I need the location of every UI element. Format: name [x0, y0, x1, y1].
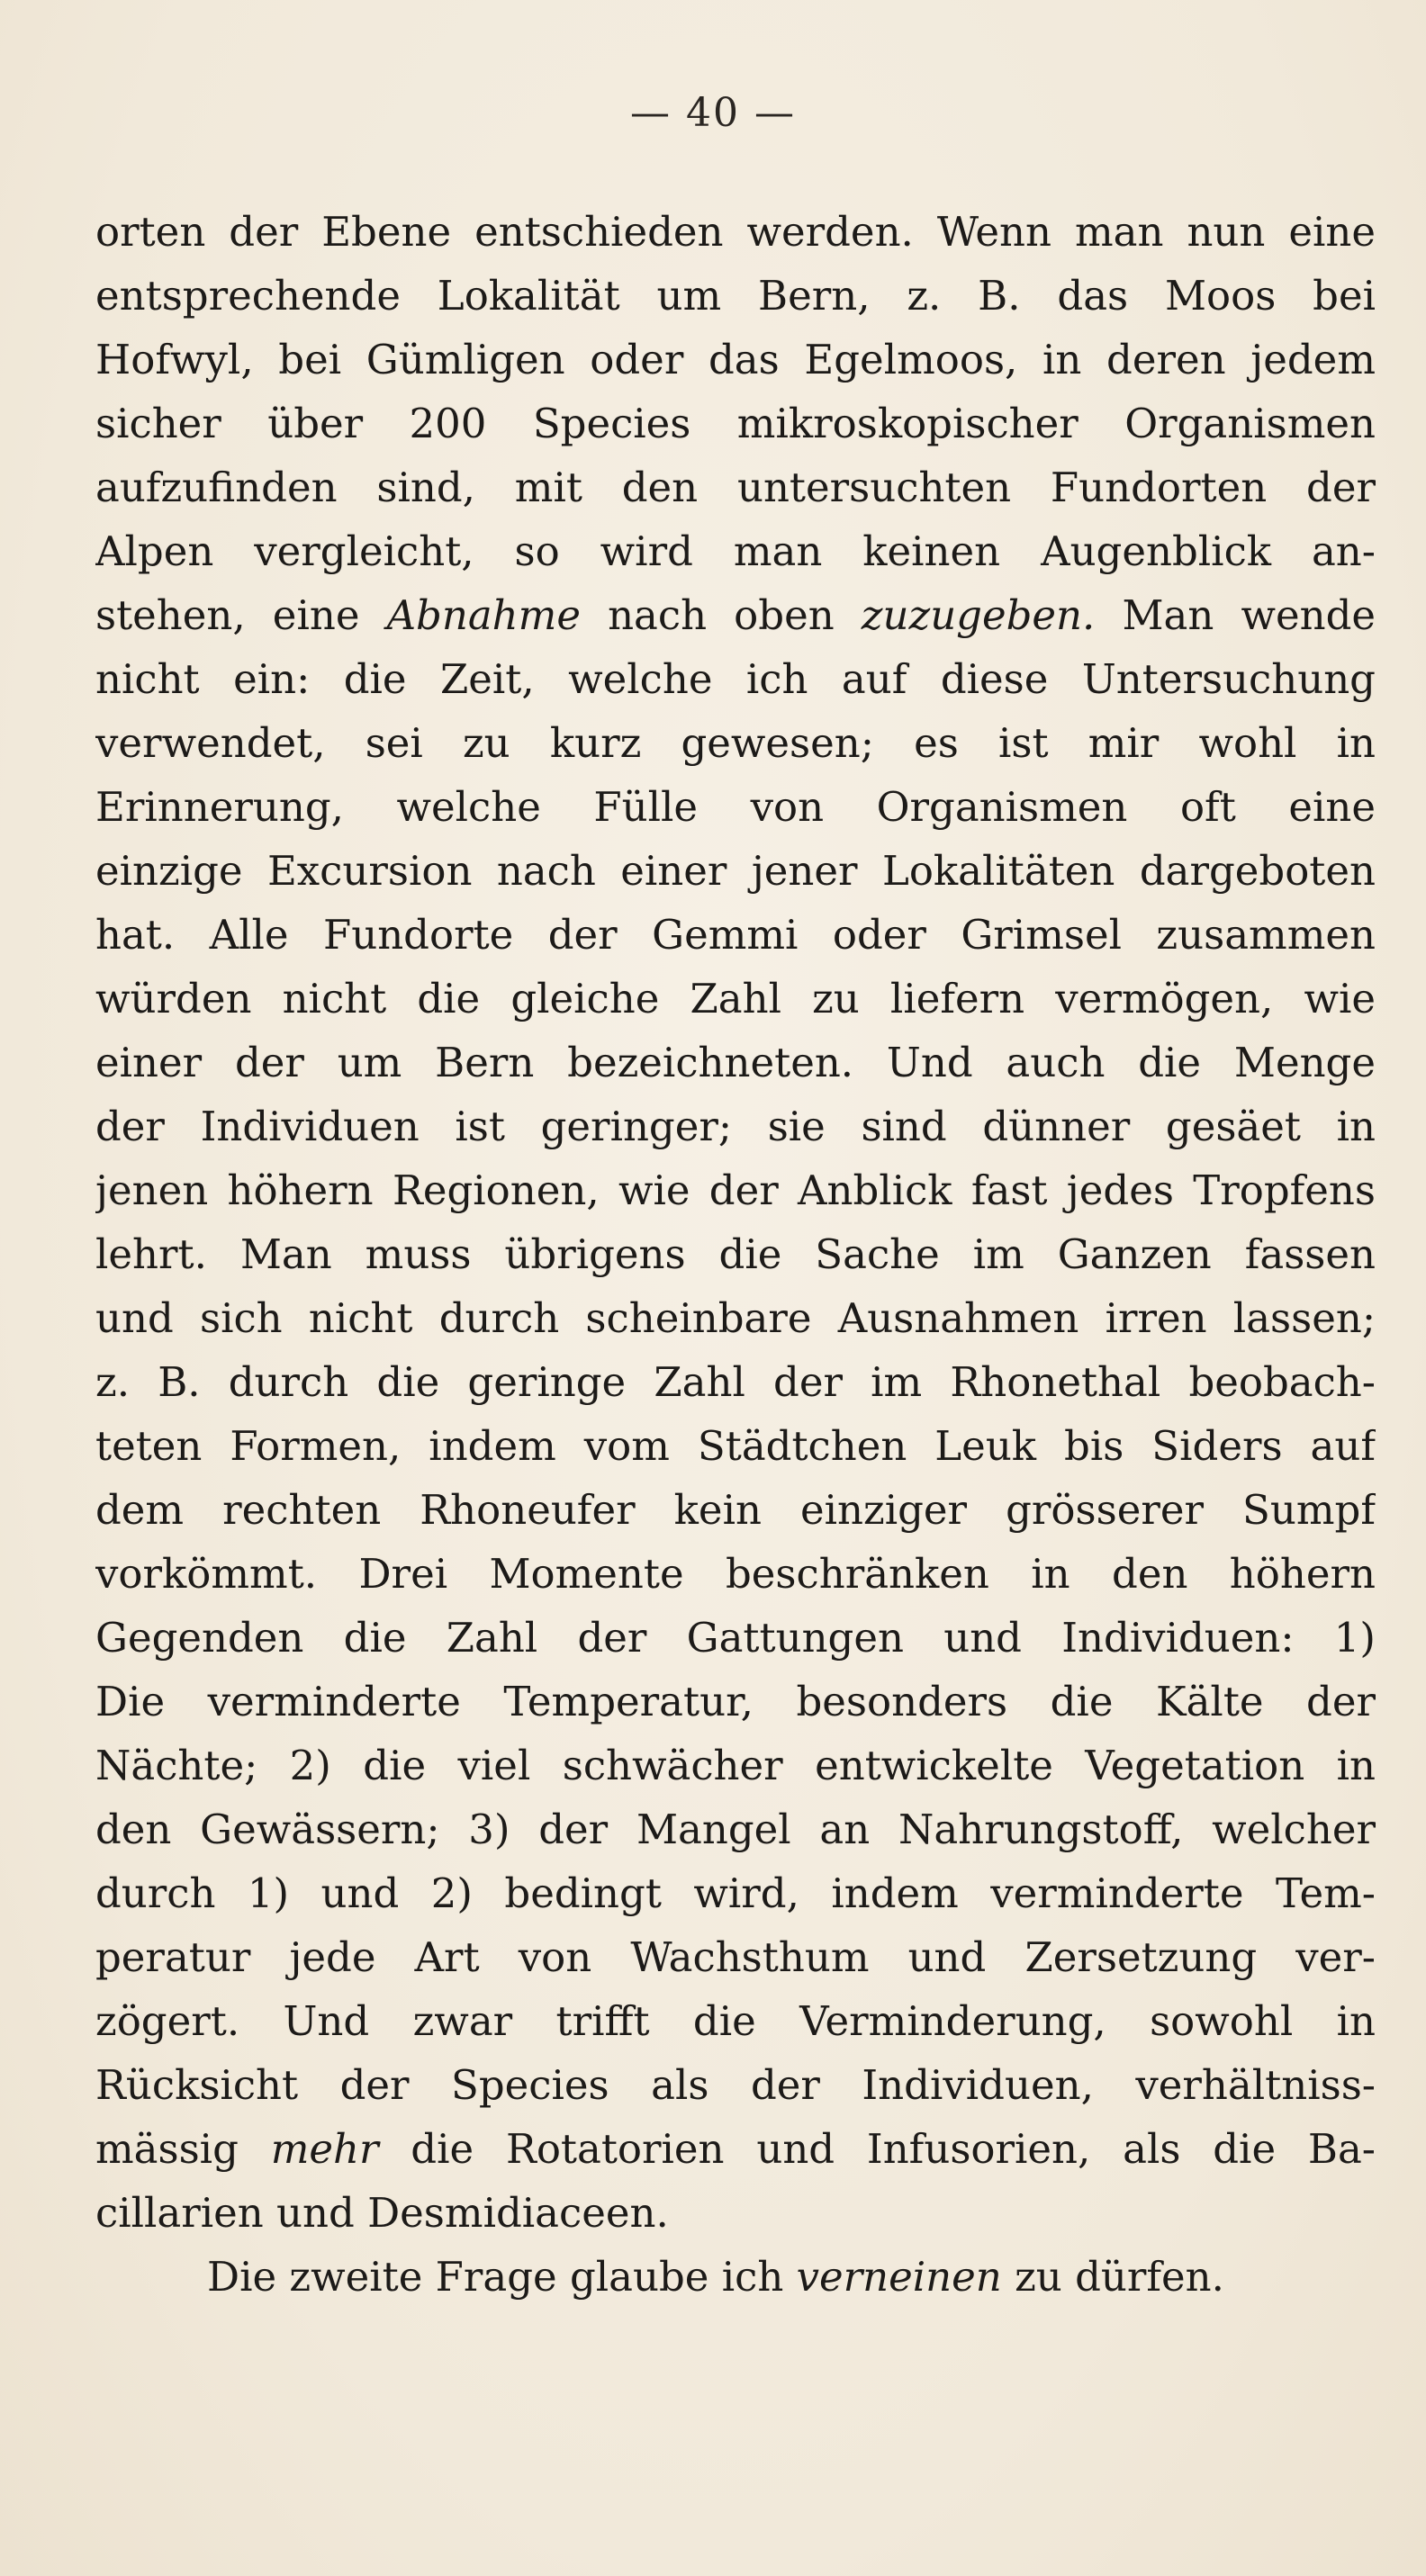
text-line: [95, 1861, 1376, 1925]
text-line: [95, 1158, 1376, 1222]
text-line: [95, 2181, 1376, 2245]
text-segment: Die zweite Frage glaube ich: [207, 2253, 797, 2301]
text-line: [95, 2117, 1376, 2181]
text-segment: einer der um Bern bezeichneten. Und auch die Menge: [95, 1039, 1376, 1086]
text-segment: mässig: [95, 2125, 271, 2173]
text-segment: Erinnerung, welche Fülle von Organismen oft eine: [95, 783, 1376, 831]
text-segment: durch 1) und 2) bedingt wird, indem verminderte Tem-: [95, 1869, 1376, 1917]
text-segment: Alpen vergleicht, so wird man keinen Augenblick an-: [95, 527, 1376, 575]
text-line: [95, 839, 1376, 903]
italic-text: Abnahme: [386, 591, 581, 639]
text-segment: entsprechende Lokalität um Bern, z. B. das Moos bei: [95, 272, 1376, 320]
text-segment: den Gewässern; 3) der Mangel an Nahrungstoff, welcher: [95, 1806, 1376, 1853]
text-segment: orten der Ebene entschieden werden. Wenn man nun eine: [95, 208, 1376, 256]
text-segment: die Rotatorien und Infusorien, als die Ba-: [378, 2125, 1376, 2173]
text-segment: stehen, eine: [95, 591, 387, 639]
text-segment: Die verminderte Temperatur, besonders die Kälte der: [95, 1678, 1376, 1725]
text-segment: teten Formen, indem vom Städtchen Leuk bis Siders auf: [95, 1422, 1376, 1470]
text-line: [95, 1478, 1376, 1542]
text-line: [95, 328, 1376, 392]
text-segment: einzige Excursion nach einer jener Lokalitäten dargeboten: [95, 847, 1376, 895]
text-segment: z. B. durch die geringe Zahl der im Rhonethal beobach-: [95, 1358, 1376, 1406]
text-segment: zu dürfen.: [1001, 2253, 1224, 2301]
italic-text: verneinen: [796, 2253, 1002, 2301]
paragraph: [95, 2245, 1376, 2309]
paragraph: [95, 200, 1376, 2245]
text-segment: cillarien und Desmidiaceen.: [95, 2189, 669, 2237]
text-line: [95, 1286, 1376, 1350]
text-line: [95, 264, 1376, 328]
text-line: [95, 1031, 1376, 1094]
text-segment: aufzufinden sind, mit den untersuchten Fundorten der: [95, 464, 1376, 511]
text-line: [95, 1925, 1376, 1989]
page-number: — 40 —: [630, 90, 796, 136]
text-segment: würden nicht die gleiche Zahl zu liefern vermögen, wie: [95, 975, 1376, 1022]
text-segment: Nächte; 2) die viel schwächer entwickelte Vegetation in: [95, 1742, 1376, 1789]
text-line: [95, 1797, 1376, 1861]
text-segment: nach oben: [580, 591, 862, 639]
text-line: [95, 1094, 1376, 1158]
text-segment: dem rechten Rhoneufer kein einziger grösserer Sumpf: [95, 1486, 1376, 1534]
text-segment: jenen höhern Regionen, wie der Anblick fast jedes Tropfens: [95, 1166, 1376, 1214]
text-line: [95, 1734, 1376, 1797]
italic-text: mehr: [270, 2125, 379, 2173]
text-segment: verwendet, sei zu kurz gewesen; es ist mir wohl in: [95, 719, 1376, 767]
text-segment: und sich nicht durch scheinbare Ausnahmen irren lassen;: [95, 1294, 1376, 1342]
text-line: [95, 392, 1376, 455]
text-segment: sicher über 200 Species mikroskopischer Organismen: [95, 400, 1376, 447]
text-line: [95, 583, 1376, 647]
text-line: [95, 647, 1376, 711]
text-segment: der Individuen ist geringer; sie sind dünner gesäet in: [95, 1103, 1376, 1150]
text-line: [95, 200, 1376, 264]
text-line: [95, 1414, 1376, 1478]
text-segment: Gegenden die Zahl der Gattungen und Individuen: 1): [95, 1614, 1376, 1662]
text-line: [95, 775, 1376, 839]
text-line: [95, 1222, 1376, 1286]
text-line: [95, 2245, 1376, 2309]
text-segment: Hofwyl, bei Gümligen oder das Egelmoos, in deren jedem: [95, 336, 1376, 383]
text-segment: nicht ein: die Zeit, welche ich auf diese Untersuchung: [95, 655, 1376, 703]
text-segment: Man wende: [1095, 591, 1376, 639]
text-segment: lehrt. Man muss übrigens die Sache im Ganzen fassen: [95, 1230, 1376, 1278]
text-segment: hat. Alle Fundorte der Gemmi oder Grimsel zusammen: [95, 911, 1376, 959]
text-line: [95, 711, 1376, 775]
text-segment: peratur jede Art von Wachsthum und Zersetzung ver-: [95, 1933, 1376, 1981]
text-segment: zögert. Und zwar trifft die Verminderung, sowohl in: [95, 1997, 1376, 2045]
body-text: [95, 200, 1376, 2309]
text-line: [95, 2053, 1376, 2117]
text-line: [95, 1606, 1376, 1670]
text-segment: Rücksicht der Species als der Individuen, verhältniss-: [95, 2061, 1376, 2109]
text-segment: vorkömmt. Drei Momente beschränken in den höhern: [95, 1550, 1376, 1598]
text-line: [95, 1542, 1376, 1606]
text-line: [95, 1989, 1376, 2053]
text-line: [95, 455, 1376, 519]
text-line: [95, 1670, 1376, 1734]
text-line: [95, 967, 1376, 1031]
text-line: [95, 903, 1376, 967]
text-line: [95, 1350, 1376, 1414]
text-line: [95, 519, 1376, 583]
italic-text: zuzugeben.: [861, 591, 1096, 639]
